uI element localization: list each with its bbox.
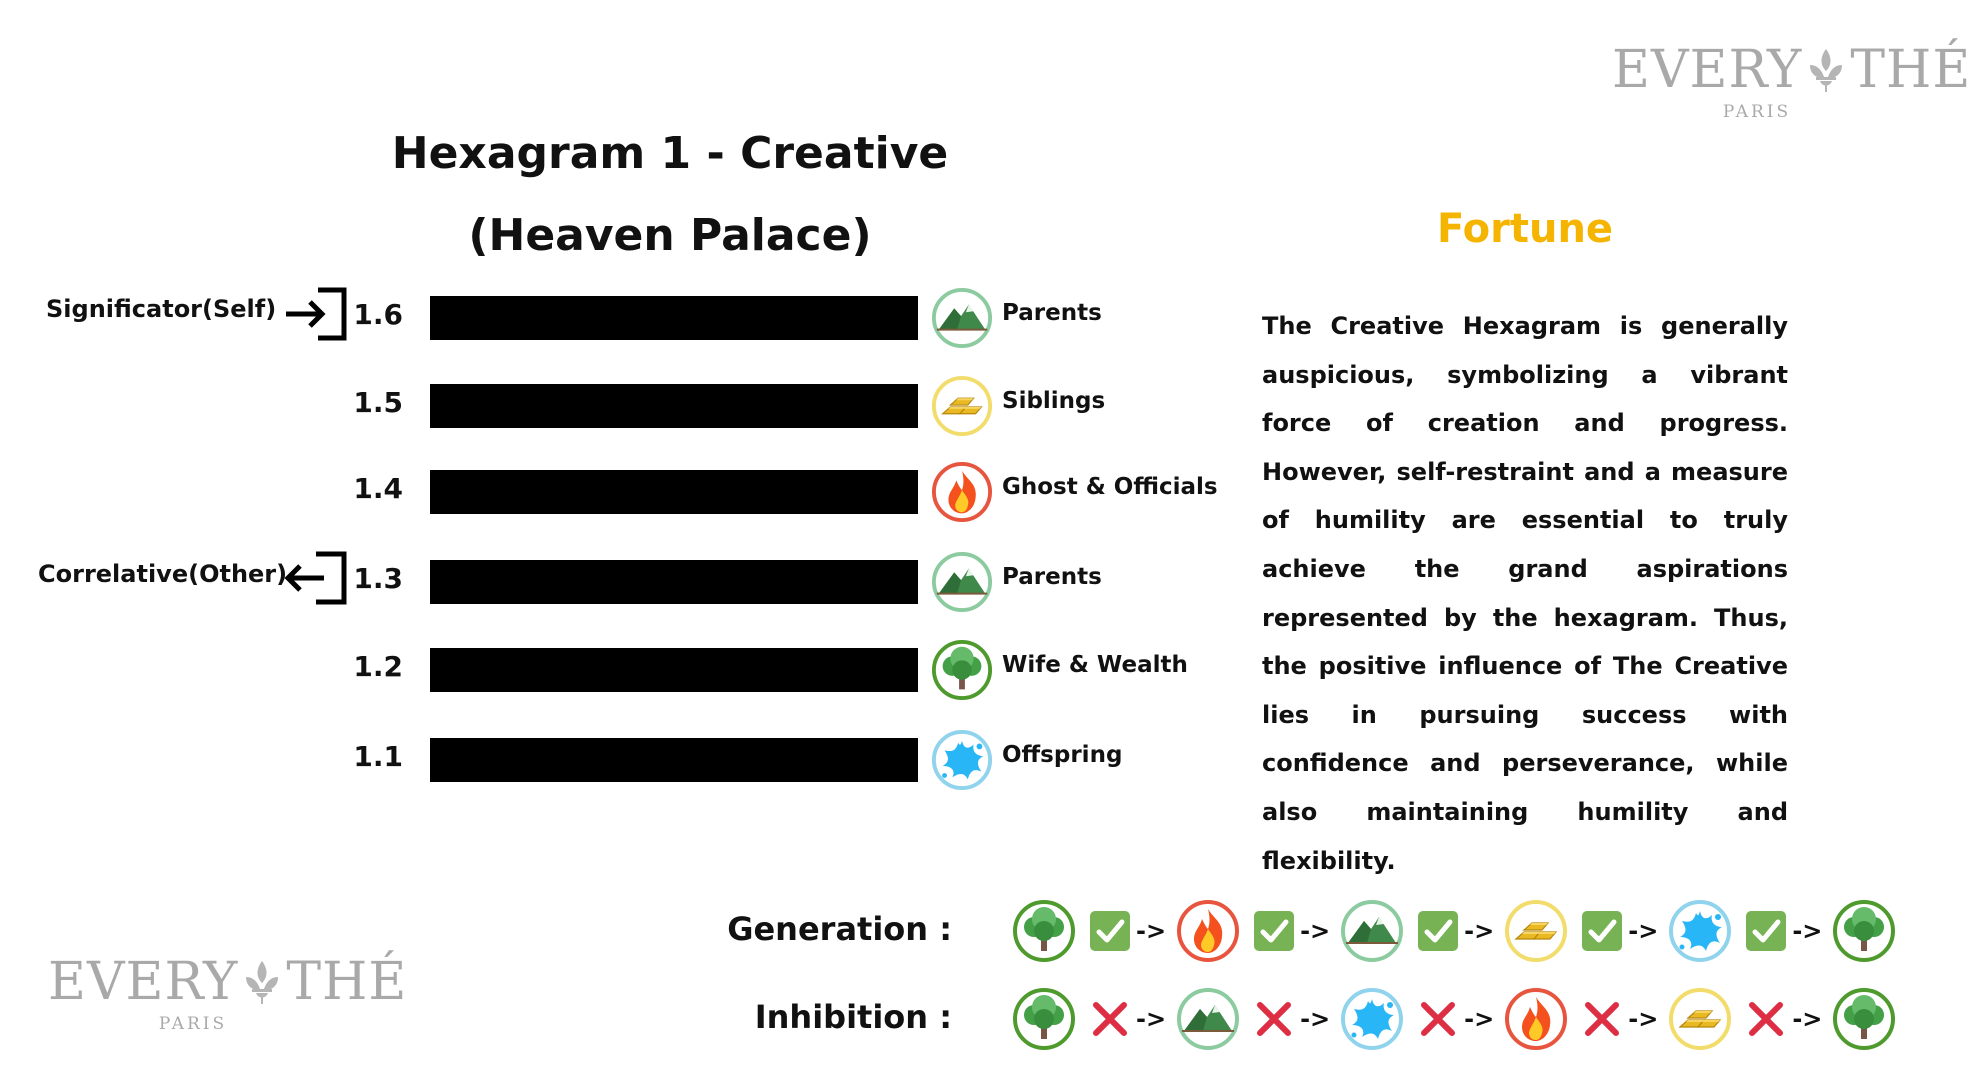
check-mark-icon <box>1580 909 1624 953</box>
relation-label: Offspring <box>1002 742 1123 768</box>
tree-icon <box>1832 987 1896 1051</box>
yang-line <box>430 560 918 604</box>
fleur-emblem-icon <box>242 959 282 1005</box>
brand-wordmark: EVERY THÉ <box>48 952 408 1012</box>
gold-bars-icon <box>931 375 993 437</box>
mountain-icon <box>931 287 993 349</box>
brand-subtitle: PARIS <box>158 1014 228 1034</box>
water-splash-icon <box>1668 899 1732 963</box>
fire-icon <box>1504 987 1568 1051</box>
yang-line <box>430 470 918 514</box>
check-mark-icon <box>1252 909 1296 953</box>
line-number: 1.1 <box>353 740 403 773</box>
cycle-arrow: -> <box>1300 1005 1331 1033</box>
line-number: 1.3 <box>353 562 403 595</box>
fleur-emblem-icon <box>1806 47 1846 93</box>
cycle-arrow: -> <box>1464 917 1495 945</box>
fire-icon <box>1176 899 1240 963</box>
cross-mark-icon <box>1416 997 1460 1041</box>
relation-label: Ghost & Officials <box>1002 474 1218 500</box>
relation-label: Wife & Wealth <box>1002 652 1188 678</box>
cycle-arrow: -> <box>1464 1005 1495 1033</box>
inhibition-label: Inhibition : <box>754 998 952 1036</box>
cross-mark-icon <box>1088 997 1132 1041</box>
inhibition-cycle <box>1012 986 1896 1052</box>
significator-label: Significator(Self) <box>46 295 277 323</box>
cycle-arrow: -> <box>1300 917 1331 945</box>
cycle-arrow: -> <box>1136 1005 1167 1033</box>
relation-label: Parents <box>1002 300 1102 326</box>
water-splash-icon <box>1340 987 1404 1051</box>
cycle-arrow: -> <box>1136 917 1167 945</box>
generation-label: Generation : <box>727 910 952 948</box>
cross-mark-icon <box>1252 997 1296 1041</box>
brand-logo-bottom <box>48 952 408 1034</box>
cross-mark-icon <box>1744 997 1788 1041</box>
hexagram-title: Hexagram 1 - Creative <box>391 128 949 179</box>
relation-label: Siblings <box>1002 388 1106 414</box>
brand-logo-top <box>1612 40 1971 122</box>
line-number: 1.2 <box>353 650 403 683</box>
relation-label: Parents <box>1002 564 1102 590</box>
correlative-label: Correlative(Other) <box>38 560 288 588</box>
cross-mark-icon <box>1580 997 1624 1041</box>
mountain-icon <box>1340 899 1404 963</box>
yang-line <box>430 296 918 340</box>
check-mark-icon <box>1744 909 1788 953</box>
fortune-description: The Creative Hexagram is generally auspicious, symbolizing a vibrant force of creation and progress. However, self-restraint and a measure of humility are essential to truly achieve the grand aspirations represented by the hexagram. Thus, the positive influence of The Creative lies in pursuing success with confidence and perseverance, while also maintaining humility and flexibility. <box>1262 312 1788 875</box>
cycle-arrow: -> <box>1628 1005 1659 1033</box>
line-number: 1.6 <box>353 298 403 331</box>
tree-icon <box>1012 987 1076 1051</box>
check-mark-icon <box>1416 909 1460 953</box>
check-mark-icon <box>1088 909 1132 953</box>
cycle-arrow: -> <box>1792 917 1823 945</box>
mountain-icon <box>931 551 993 613</box>
fortune-heading: Fortune <box>1436 206 1614 252</box>
generation-cycle <box>1012 898 1896 964</box>
line-number: 1.5 <box>353 386 403 419</box>
palace-subtitle: (Heaven Palace) <box>468 210 872 261</box>
yang-line <box>430 648 918 692</box>
water-splash-icon <box>931 729 993 791</box>
brand-wordmark: EVERY THÉ <box>1612 40 1971 100</box>
arrow-into-bracket-icon <box>282 286 348 342</box>
tree-icon <box>1012 899 1076 963</box>
line-number: 1.4 <box>353 472 403 505</box>
cycle-arrow: -> <box>1792 1005 1823 1033</box>
cycle-arrow: -> <box>1628 917 1659 945</box>
tree-icon <box>931 639 993 701</box>
tree-icon <box>1832 899 1896 963</box>
yang-line <box>430 738 918 782</box>
brand-subtitle: PARIS <box>1722 102 1792 122</box>
gold-bars-icon <box>1668 987 1732 1051</box>
gold-bars-icon <box>1504 899 1568 963</box>
yang-line <box>430 384 918 428</box>
arrow-out-of-bracket-icon <box>282 550 348 606</box>
mountain-icon <box>1176 987 1240 1051</box>
fire-icon <box>931 461 993 523</box>
